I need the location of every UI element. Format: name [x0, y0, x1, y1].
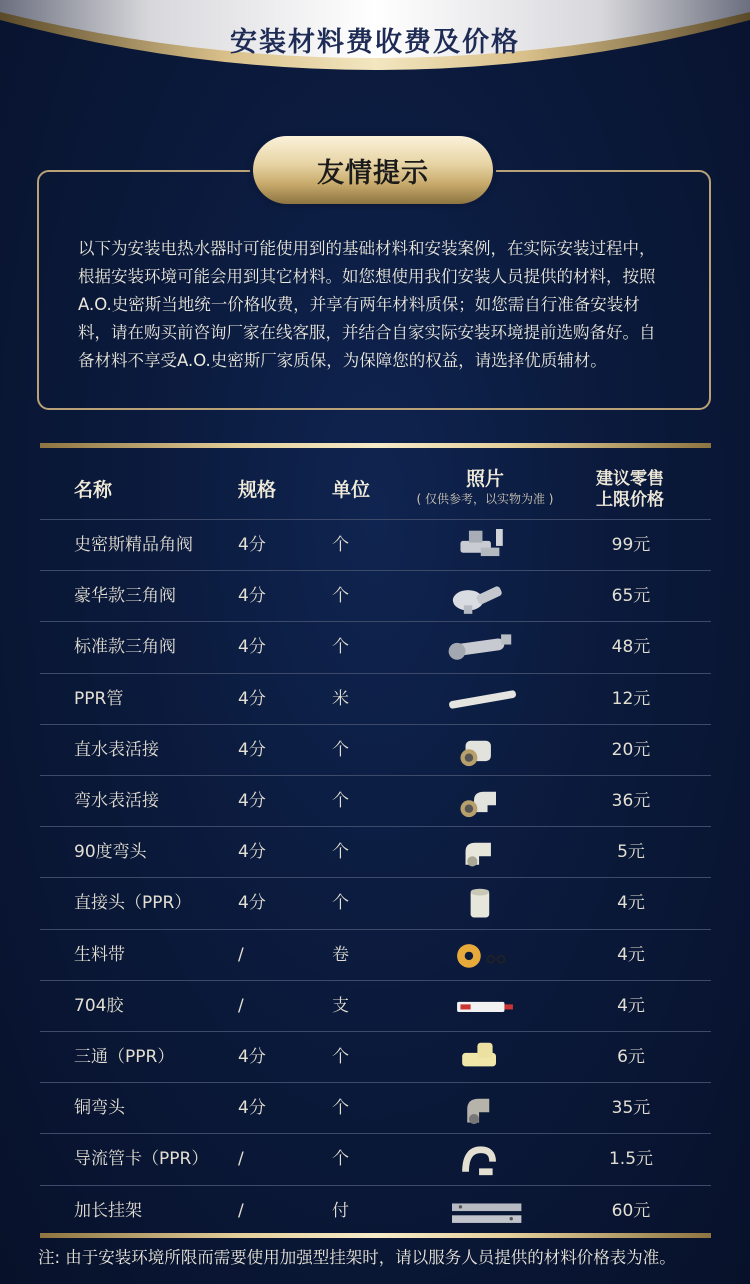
- row-price: 1.5元: [608, 1149, 654, 1170]
- row-unit: 支: [332, 995, 349, 1016]
- row-unit: 个: [332, 1047, 349, 1067]
- header-spec: 规格: [238, 479, 277, 501]
- table-row: [40, 775, 711, 826]
- tee-fitting-icon: [430, 1032, 540, 1083]
- row-spec: /: [238, 1200, 244, 1221]
- row-name: 直接头（PPR）: [74, 893, 192, 914]
- row-unit: 个: [332, 842, 349, 863]
- table-row: [40, 1185, 711, 1236]
- row-name: 标准款三角阀: [74, 637, 176, 658]
- row-spec: 4分: [238, 739, 266, 760]
- header-photo: 照片: [465, 468, 504, 490]
- row-unit: 个: [332, 1149, 349, 1170]
- row-price: 60元: [611, 1200, 651, 1221]
- row-spec: 4分: [238, 842, 266, 863]
- row-unit: 个: [332, 586, 349, 607]
- row-price: 5元: [617, 842, 645, 863]
- tip-label: 友情提示: [253, 136, 493, 204]
- top-banner: [0, 0, 750, 100]
- row-unit: 米: [332, 688, 349, 709]
- row-name: 直水表活接: [74, 739, 159, 760]
- row-price: 36元: [611, 791, 651, 811]
- row-spec: /: [238, 1149, 244, 1170]
- row-unit: 个: [332, 637, 349, 658]
- row-spec: 4分: [238, 893, 266, 914]
- table-row: [40, 1031, 711, 1082]
- straight-union-icon: [430, 725, 540, 776]
- row-spec: 4分: [238, 688, 266, 709]
- glue-tube-icon: [430, 981, 540, 1032]
- table-row: [40, 724, 711, 775]
- table-row: [40, 519, 711, 570]
- elbow-90-icon: [430, 827, 540, 878]
- row-spec: 4分: [238, 637, 266, 658]
- tip-line: 备材料不享受A.O.史密斯厂家质保，为保障您的权益，请选择优质辅材。: [78, 351, 607, 370]
- pipe-clamp-icon: [430, 1134, 540, 1185]
- header-price-line2: 上限价格: [596, 490, 664, 510]
- row-unit: 个: [332, 791, 349, 811]
- row-price: 4元: [617, 995, 645, 1016]
- row-name: 90度弯头: [74, 842, 147, 863]
- row-name: 导流管卡（PPR）: [74, 1149, 209, 1170]
- table-row: [40, 980, 711, 1031]
- table-row: [40, 621, 711, 672]
- row-name: 704胶: [74, 995, 124, 1016]
- row-price: 6元: [617, 1047, 645, 1067]
- row-spec: 4分: [238, 791, 266, 811]
- row-name: 弯水表活接: [74, 791, 159, 811]
- mounting-bracket-icon: [430, 1186, 540, 1237]
- row-price: 4元: [617, 893, 645, 914]
- header-price-line1: 建议零售: [596, 469, 664, 489]
- row-unit: 个: [332, 893, 349, 914]
- row-price: 12元: [611, 688, 651, 709]
- table-bottom-rule: [40, 1233, 711, 1238]
- row-unit: 个: [332, 739, 349, 760]
- row-spec: 4分: [238, 1047, 266, 1067]
- row-unit: 付: [332, 1200, 349, 1221]
- row-name: 豪华款三角阀: [74, 586, 176, 607]
- elbow-union-icon: [430, 776, 540, 827]
- row-name: 史密斯精品角阀: [74, 535, 193, 555]
- row-name: PPR管: [74, 688, 124, 709]
- row-spec: 4分: [238, 535, 266, 555]
- table-row: [40, 1082, 711, 1133]
- table-row: [40, 826, 711, 877]
- row-price: 20元: [611, 739, 651, 760]
- table-row: [40, 929, 711, 980]
- tip-line: 以下为安装电热水器时可能使用到的基础材料和安装案例，在实际安装过程中，: [78, 239, 656, 258]
- row-price: 65元: [611, 586, 651, 607]
- row-name: 加长挂架: [74, 1200, 142, 1221]
- row-spec: /: [238, 944, 244, 965]
- page-title: 安装材料费收费及价格: [230, 27, 520, 58]
- ppr-pipe-icon: [430, 674, 540, 725]
- row-unit: 个: [332, 1098, 349, 1119]
- tip-line: 料，请在购买前咨询厂家在线客服，并结合自家实际安装环境提前选购备好。自: [78, 323, 656, 342]
- table-header: [40, 450, 711, 518]
- copper-elbow-icon: [430, 1083, 540, 1134]
- tip-text: [78, 235, 678, 375]
- ptfe-tape-icon: [430, 930, 540, 981]
- row-name: 三通（PPR）: [74, 1047, 175, 1067]
- row-spec: /: [238, 995, 244, 1016]
- footnote: 注: 由于安装环境所限而需要使用加强型挂架时，请以服务人员提供的材料价格表为准。: [38, 1248, 676, 1267]
- angle-valve-premium-icon: [430, 520, 540, 571]
- table-row: [40, 877, 711, 928]
- tip-line: A.O.史密斯当地统一价格收费，并享有两年材料质保；如您需自行准备安装材: [78, 295, 640, 314]
- header-photo-note: ( 仅供参考，以实物为准 ): [416, 492, 554, 506]
- row-spec: 4分: [238, 1098, 266, 1119]
- row-spec: 4分: [238, 586, 266, 607]
- row-name: 生料带: [74, 944, 125, 965]
- row-unit: 卷: [332, 944, 349, 965]
- table-row: [40, 570, 711, 621]
- row-unit: 个: [332, 535, 349, 555]
- header-name: 名称: [74, 479, 113, 501]
- tip-line: 根据安装环境可能会用到其它材料。如您想使用我们安装人员提供的材料，按照: [78, 267, 656, 286]
- angle-valve-standard-icon: [430, 622, 540, 673]
- table-top-rule: [40, 443, 711, 448]
- row-name: 铜弯头: [74, 1098, 125, 1119]
- straight-coupling-icon: [430, 878, 540, 929]
- row-price: 48元: [611, 637, 651, 658]
- angle-valve-luxury-icon: [430, 571, 540, 622]
- row-price: 99元: [611, 535, 651, 555]
- row-price: 35元: [611, 1098, 651, 1119]
- table-row: [40, 673, 711, 724]
- row-price: 4元: [617, 944, 645, 965]
- table-row: [40, 1133, 711, 1184]
- header-unit: 单位: [332, 479, 371, 501]
